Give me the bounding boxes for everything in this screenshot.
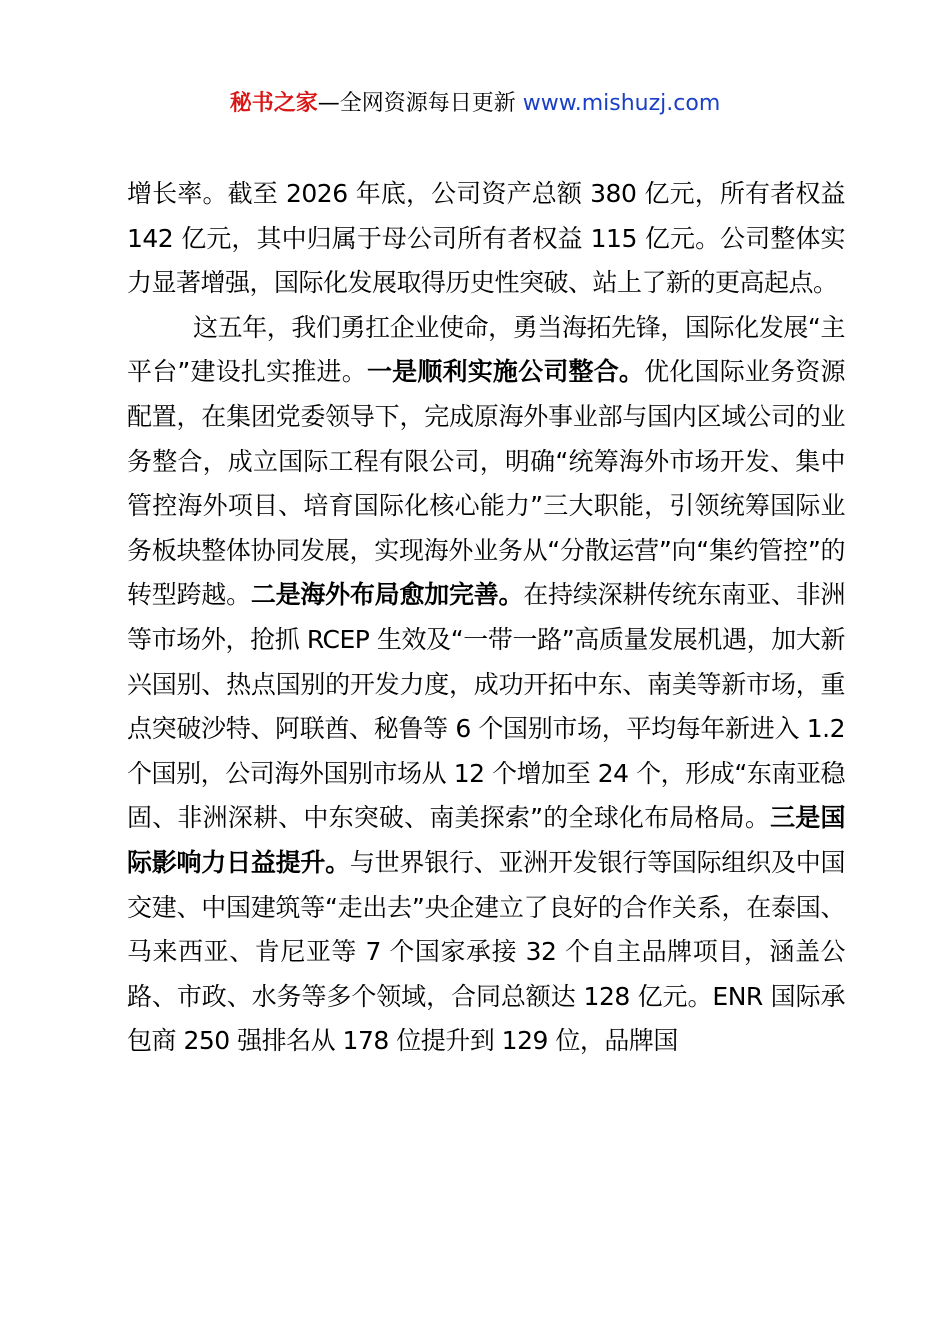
heading-point-three: 三是国际影响力日益提升。 [127,803,845,877]
paragraph-intro-sentence: 这五年，我们勇扛企业使命，勇当海拓先锋，国际化发展“主平台”建设扎实推进。 [127,312,845,387]
site-header [0,84,950,124]
heading-point-two: 二是海外布局愈加完善。 [250,580,524,610]
site-url-link[interactable]: www.mishuzj.com [522,91,721,116]
brand-name: 秘书之家 [229,91,318,116]
document-body [127,172,845,1064]
point-two-text: 在持续深耕传统东南亚、非洲等市场外，抢抓 RCEP 生效及“一带一路”高质量发展机遇，加大新兴国别、热点国别的开发力度，成功开拓中东、南美等新市场，重点突破沙特、阿联酋、秘鲁等 6 个国别市场，平均每年新进入 1.2 个国别，公司海外国别市场从 12 个增加至 24 个，形成“东南亚稳固、非洲深耕、中东突破、南美探索”的全球化布局格局。 [127,580,845,833]
paragraph-internationalization [127,306,845,1064]
header-tagline: —全网资源每日更新 [317,91,523,116]
paragraph-asset-summary: 增长率。截至 2026 年底，公司资产总额 380 亿元，所有者权益 142 亿元，其中归属于母公司所有者权益 115 亿元。公司整体实力显著增强，国际化发展取得历史性突破、站上了新的更高起点。 [127,179,845,298]
heading-point-one: 一是顺利实施公司整合。 [366,357,645,387]
point-three-text: 与世界银行、亚洲开发银行等国际组织及中国交建、中国建筑等“走出去”央企建立了良好的合作关系，在泰国、马来西亚、肯尼亚等 7 个国家承接 32 个自主品牌项目，涵盖公路、市政、水务等多个领域，合同总额达 128 亿元。ENR 国际承包商 250 强排名从 178 位提升到 129 位，品牌国 [127,847,845,1056]
point-one-text: 优化国际业务资源配置，在集团党委领导下，完成原海外事业部与国内区域公司的业务整合，成立国际工程有限公司，明确“统筹海外市场开发、集中管控海外项目、培育国际化核心能力”三大职能，引领统筹国际业务板块整体协同发展，实现海外业务从“分散运营”向“集约管控”的转型跨越。 [127,357,845,610]
